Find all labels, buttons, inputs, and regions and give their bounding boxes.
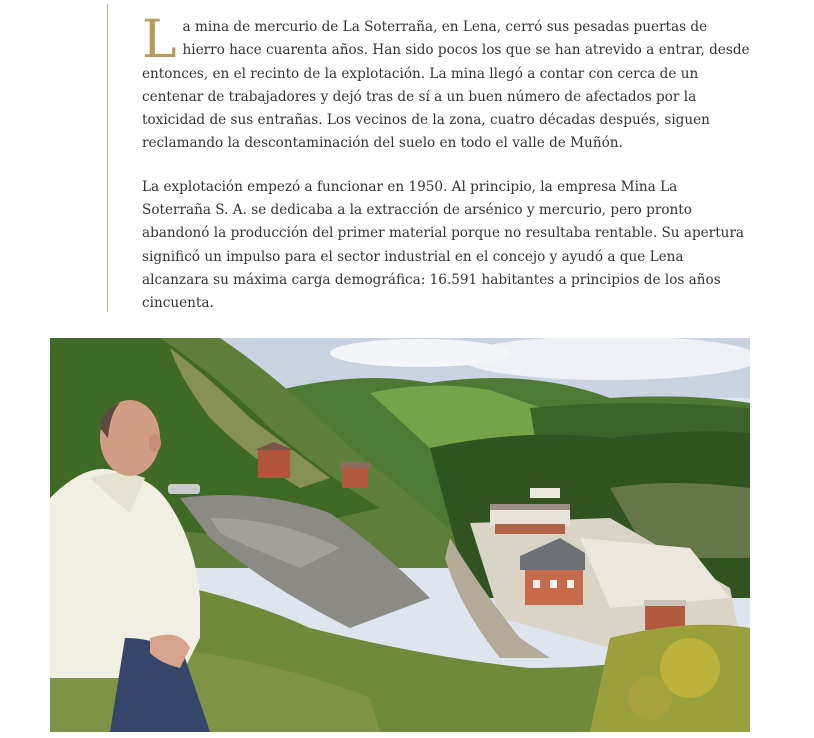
mine-landscape-photo xyxy=(50,338,750,732)
photo-car xyxy=(168,484,200,494)
article-body xyxy=(142,10,750,316)
drop-cap: L xyxy=(142,10,177,70)
paragraph-1-text: a mina de mercurio de La Soterraña, en Lena, cerró sus pesadas puertas de hierro hace cuarenta años. Han sido pocos los que se han atrevido a entrar, desde entonces, en el recinto de la explotación. La mina llegó a contar con cerca de un centenar de trabajadores y dejó tras de sí a un buen número de afectados por la toxicidad de sus entrañas. Los vecinos de la zona, cuatro décadas después, siguen reclamando la descontaminación del suelo en todo el valle de Muñón. xyxy=(142,19,750,152)
decorative-vertical-rule xyxy=(107,4,108,312)
paragraph-2: La explotación empezó a funcionar en 1950. Al principio, la empresa Mina La Soterraña S. A. se dedicaba a la extracción de arsénico y mercurio, pero pronto abandonó la producción del primer material porque no resultaba rentable. Su apertura significó un impulso para el sector industrial en el concejo y ayudó a que Lena alcanzara su máxima carga demográfica: 16.591 habitantes a principios de los años cincuenta. xyxy=(142,178,745,312)
paragraph-1 xyxy=(142,10,750,156)
